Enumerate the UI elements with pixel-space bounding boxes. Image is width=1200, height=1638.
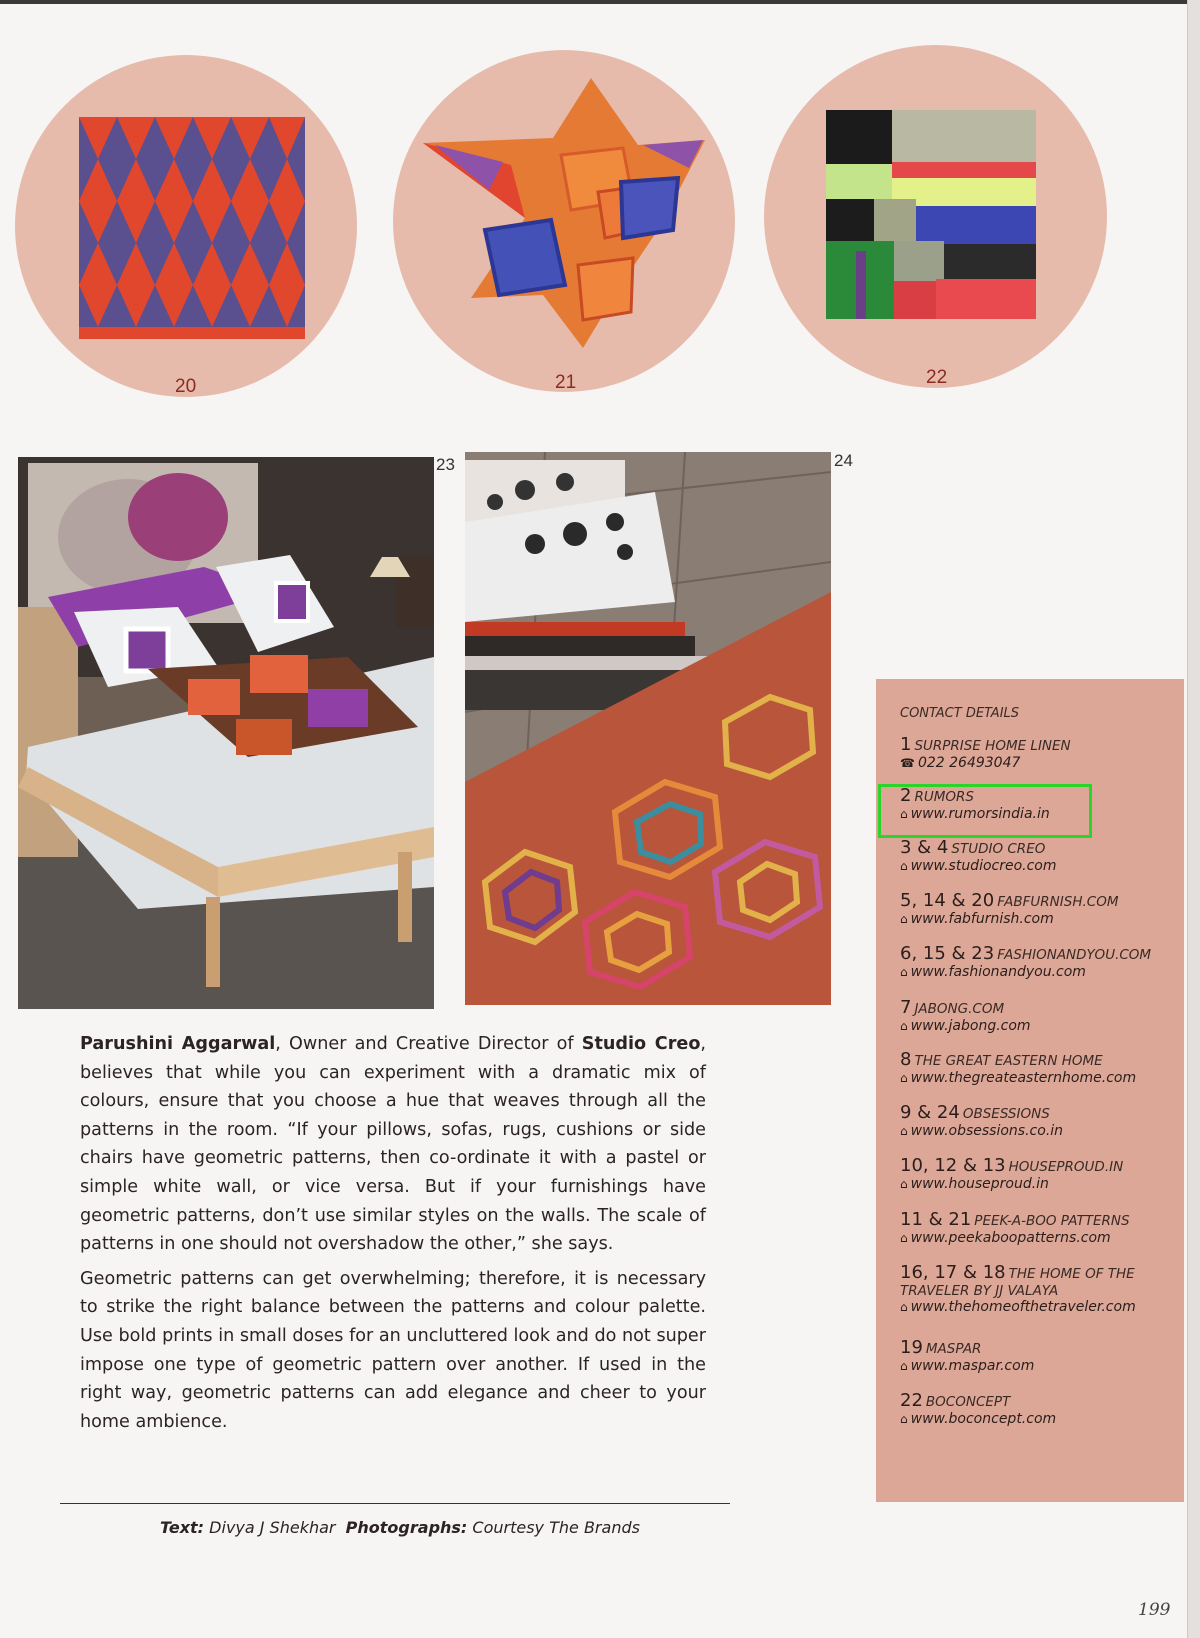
home-icon: ⌂ <box>900 912 908 926</box>
home-icon: ⌂ <box>900 807 908 821</box>
contact-name-line <box>900 1390 1176 1411</box>
home-icon: ⌂ <box>900 1124 908 1138</box>
article-text: , Owner and Creative Director of <box>275 1034 582 1054</box>
article-paragraph-2: Geometric patterns can get overwhelming; therefore, it is necessary to strike the right balance between the patterns and colour palette. Use bold prints in small doses for an uncluttered look and do not super impose one type of geometric pattern over another. If used in the right way, geometric patterns can add elegance and cheer to your home ambience. <box>80 1268 706 1432</box>
contact-detail[interactable]: www.obsessions.co.in <box>910 1123 1064 1139</box>
contact-name-line <box>900 1209 1176 1230</box>
contact-detail[interactable]: www.maspar.com <box>910 1358 1035 1374</box>
contact-detail-line <box>900 1411 1176 1427</box>
contact-item-numbers: 1 <box>900 734 912 755</box>
text-credit-label: Text: <box>160 1518 205 1537</box>
contact-name-line <box>900 734 1176 755</box>
contact-detail-line <box>900 1070 1176 1086</box>
contact-detail[interactable]: www.boconcept.com <box>910 1411 1057 1427</box>
contact-detail-line <box>900 1358 1176 1374</box>
triangle-cushion-image <box>15 55 357 397</box>
highlight-box-rumors <box>878 784 1092 838</box>
contact-item-numbers: 9 & 24 <box>900 1102 960 1123</box>
contact-detail[interactable]: www.rumorsindia.in <box>910 806 1050 822</box>
contact-detail[interactable]: www.jabong.com <box>910 1018 1031 1034</box>
contact-name-line <box>900 943 1176 964</box>
contact-detail[interactable]: www.thehomeofthetraveler.com <box>910 1299 1136 1315</box>
contact-entry <box>900 1155 1176 1192</box>
contact-entry <box>900 734 1176 771</box>
contact-detail[interactable]: 022 26493047 <box>917 755 1021 771</box>
cushion-21-circle <box>393 50 735 392</box>
home-icon: ⌂ <box>900 1177 908 1191</box>
contact-detail[interactable]: www.houseproud.in <box>910 1176 1049 1192</box>
contact-entry <box>900 1102 1176 1139</box>
home-icon: ⌂ <box>900 1231 908 1245</box>
contact-item-numbers: 7 <box>900 997 912 1018</box>
contact-detail-line <box>900 964 1176 980</box>
contact-item-numbers: 5, 14 & 20 <box>900 890 995 911</box>
contact-entry <box>900 1209 1176 1246</box>
contact-detail[interactable]: www.fabfurnish.com <box>910 911 1054 927</box>
contact-name-line <box>900 890 1176 911</box>
contact-entry <box>900 1337 1176 1374</box>
contact-entry <box>900 997 1176 1034</box>
quoted-person-name: Parushini Aggarwal <box>80 1034 276 1054</box>
contact-detail[interactable]: www.fashionandyou.com <box>910 964 1086 980</box>
footer-rule <box>60 1503 730 1504</box>
contact-brand-name: BOCONCEPT <box>925 1394 1011 1410</box>
contact-brand-name: FABFURNISH.COM <box>997 894 1119 910</box>
home-icon: ⌂ <box>900 859 908 873</box>
contact-brand-name: JABONG.COM <box>914 1001 1005 1017</box>
photo-number-23: 23 <box>436 455 455 474</box>
contact-detail[interactable]: www.studiocreo.com <box>910 858 1057 874</box>
contact-entry <box>900 837 1176 874</box>
contact-item-numbers: 11 & 21 <box>900 1209 972 1230</box>
cushion-number-21: 21 <box>555 372 577 393</box>
photo-number-24: 24 <box>834 451 853 470</box>
star-cushion-image <box>393 50 735 392</box>
contact-detail-line <box>900 911 1176 927</box>
contact-brand-name: OBSESSIONS <box>962 1106 1050 1122</box>
contact-item-numbers: 16, 17 & 18 <box>900 1262 1006 1283</box>
page-number: 199 <box>1138 1600 1171 1620</box>
photo-credit-value: Courtesy The Brands <box>472 1518 640 1537</box>
article-paragraph-1 <box>80 1030 706 1259</box>
contact-entry <box>900 1262 1176 1315</box>
contact-item-numbers: 8 <box>900 1049 912 1070</box>
contact-item-numbers: 19 <box>900 1337 923 1358</box>
contact-detail-line <box>900 1123 1176 1139</box>
contact-item-numbers: 3 & 4 <box>900 837 949 858</box>
contact-brand-name: MASPAR <box>925 1341 982 1357</box>
cushion-22-circle <box>764 45 1107 388</box>
contact-detail-line <box>900 858 1176 874</box>
page-top-rule <box>0 0 1200 4</box>
colour-block-cushion-image <box>764 45 1107 388</box>
contact-detail[interactable]: www.thegreateasternhome.com <box>910 1070 1137 1086</box>
contact-brand-name: FASHIONANDYOU.COM <box>997 947 1152 963</box>
contact-entry <box>900 1049 1176 1086</box>
article-body <box>80 1030 706 1442</box>
contact-detail-line <box>900 1230 1176 1246</box>
contact-name-line <box>900 1102 1176 1123</box>
home-icon: ⌂ <box>900 965 908 979</box>
page-edge <box>1187 0 1200 1638</box>
contact-brand-name: THE GREAT EASTERN HOME <box>914 1053 1103 1069</box>
contact-brand-name: THE HOME OF THE TRAVELER BY JJ VALAYA <box>900 1266 1135 1299</box>
contact-entry <box>900 1390 1176 1427</box>
cushion-number-22: 22 <box>926 367 948 388</box>
home-icon: ⌂ <box>900 1412 908 1426</box>
contact-item-numbers: 6, 15 & 23 <box>900 943 995 964</box>
contact-brand-name: HOUSEPROUD.IN <box>1008 1159 1124 1175</box>
contact-name-line <box>900 837 1176 858</box>
credits-line <box>160 1518 640 1537</box>
home-icon: ⌂ <box>900 1359 908 1373</box>
photo-credit-label: Photographs: <box>345 1518 468 1537</box>
contact-name-line <box>900 1337 1176 1358</box>
home-icon: ⌂ <box>900 1019 908 1033</box>
cushion-number-20: 20 <box>175 376 197 397</box>
contact-name-line <box>900 997 1176 1018</box>
contact-item-numbers: 10, 12 & 13 <box>900 1155 1006 1176</box>
contact-entry <box>900 943 1176 980</box>
contact-entry <box>900 890 1176 927</box>
contact-brand-name: PEEK-A-BOO PATTERNS <box>974 1213 1130 1229</box>
contact-item-numbers: 22 <box>900 1390 923 1411</box>
phone-icon: ☎ <box>900 756 915 770</box>
contact-name-line <box>900 1262 1176 1299</box>
photo-24-rug <box>465 452 831 1005</box>
text-credit-value: Divya J Shekhar <box>209 1518 336 1537</box>
contact-name-line <box>900 1049 1176 1070</box>
contact-detail-line <box>900 1299 1176 1315</box>
contact-brand-name: STUDIO CREO <box>951 841 1046 857</box>
contact-detail-line <box>900 755 1176 771</box>
contact-detail[interactable]: www.peekaboopatterns.com <box>910 1230 1111 1246</box>
home-icon: ⌂ <box>900 1300 908 1314</box>
contact-name-line <box>900 1155 1176 1176</box>
contact-brand-name: SURPRISE HOME LINEN <box>914 738 1071 754</box>
photo-23-bedroom <box>18 457 434 1009</box>
contact-details-title: CONTACT DETAILS <box>900 706 1020 721</box>
home-icon: ⌂ <box>900 1071 908 1085</box>
cushion-20-circle <box>15 55 357 397</box>
company-name: Studio Creo <box>581 1034 701 1054</box>
contact-brand-name: RUMORS <box>914 789 974 805</box>
contact-detail-line <box>900 1018 1176 1034</box>
article-text: , believes that while you can experiment with a dramatic mix of colours, ensure that you choose a hue that weaves through all the patterns in the room. “If your pillows, sofas, rugs, cushions or side chairs have geometric patterns, then co-ordinate it with a pastel or simple white wall, or vice versa. But if your furnishings have geometric patterns, don’t use similar styles on the walls. The scale of patterns in one should not overshadow the other,” she says. <box>80 1034 707 1255</box>
contact-detail-line <box>900 1176 1176 1192</box>
contact-item-numbers: 2 <box>900 785 912 806</box>
